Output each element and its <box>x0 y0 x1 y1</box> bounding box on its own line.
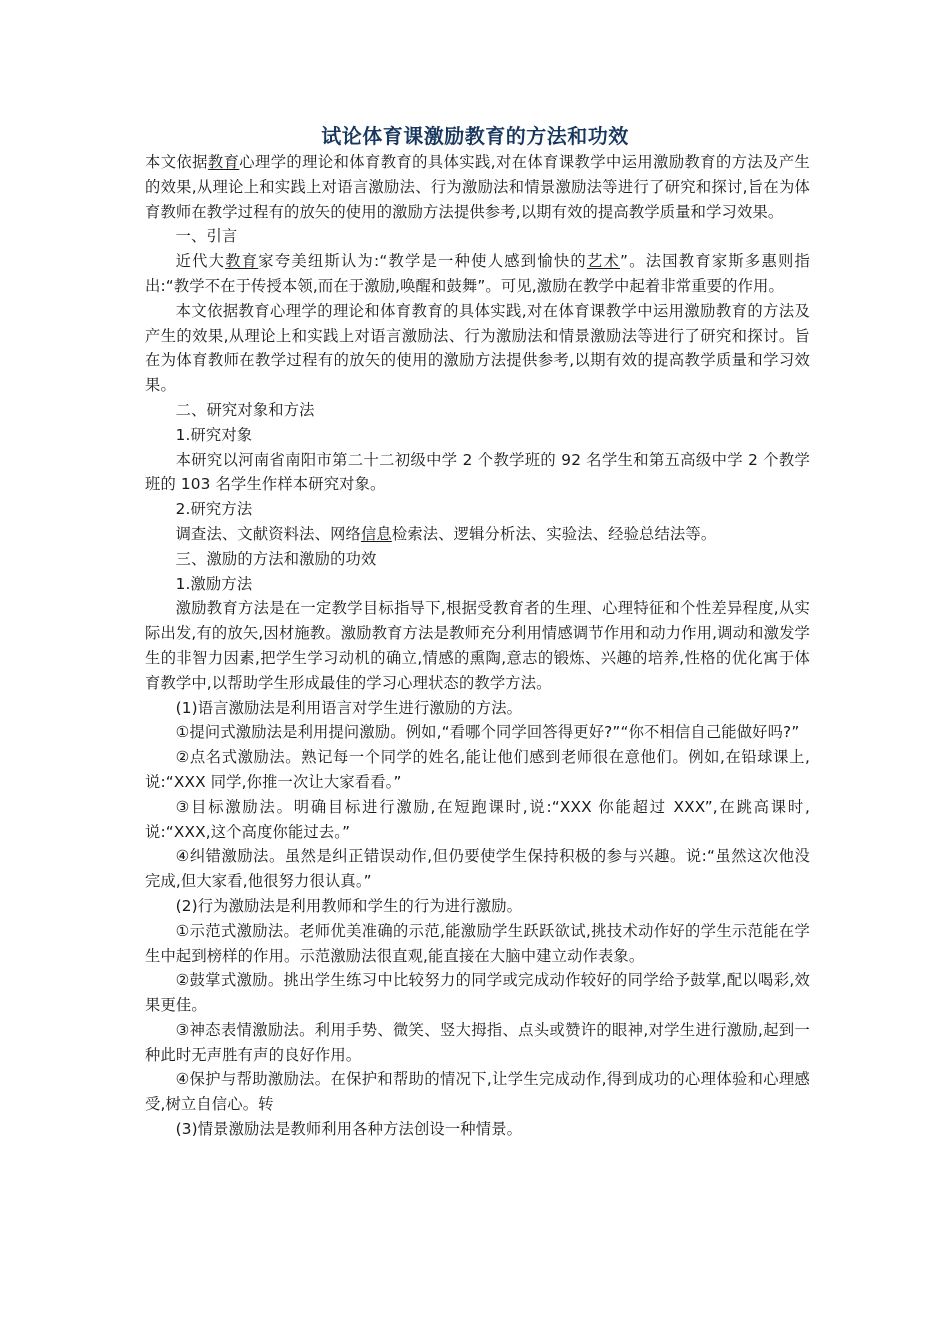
language-incentive-heading: (1)语言激励法是利用语言对学生进行激励的方法。 <box>175 698 523 717</box>
list-item: ④纠错激励法。虽然是纠正错误动作,但仍要使学生保持积极的参与兴趣。说:“虽然这次他没完成,但大家看,他很努力很认真。” <box>145 847 810 891</box>
intro-paragraph-2: 本文依据教育心理学的理论和体育教育的具体实践,对在体育课教学中运用激励教育的方法及产生的效果,从理论上和实践上对语言激励法、行为激励法和情景激励法等进行了研究和探讨。旨在为体育教师在教学过程有的放矢的使用的激励方法提供参考,以期有效的提高教学质量和学习效果。 <box>145 301 810 395</box>
intro-paragraph-1: 近代大教育家夸美纽斯认为:“教学是一种使人感到愉快的艺术”。法国教育家斯多惠则指出:“教学不在于传授本领,而在于激励,唤醒和鼓舞”。可见,激励在教学中起着非常重要的作用。 <box>145 252 810 295</box>
list-item: ②点名式激励法。熟记每一个同学的姓名,能让他们感到老师很在意他们。例如,在铅球课上,说:“XXX 同学,你推一次让大家看看。” <box>145 748 810 791</box>
link-education[interactable]: 教育 <box>207 153 240 171</box>
section-heading-intro: 一、引言 <box>175 227 238 246</box>
behavior-incentive-heading: (2)行为激励法是利用教师和学生的行为进行激励。 <box>175 896 523 915</box>
subheading-incentive-methods: 1.激励方法 <box>175 574 253 593</box>
list-item: ①示范式激励法。老师优美准确的示范,能激励学生跃跃欲试,挑技术动作好的学生示范能在学生中起到榜样的作用。示范激励法很直观,能直接在大脑中建立动作表象。 <box>145 921 810 965</box>
scene-incentive-heading: (3)情景激励法是教师利用各种方法创设一种情景。 <box>175 1120 523 1139</box>
document-title: 试论体育课激励教育的方法和功效 <box>321 124 629 148</box>
research-object-text: 本研究以河南省南阳市第二十二初级中学 2 个教学班的 92 名学生和第五高级中学 2 个教学班的 103 名学生作样本研究对象。 <box>145 450 810 494</box>
link-information[interactable]: 信息 <box>360 524 392 543</box>
section-heading-incentives: 三、激励的方法和激励的功效 <box>175 549 377 568</box>
section-heading-methods: 二、研究对象和方法 <box>175 400 315 419</box>
list-item: ③目标激励法。明确目标进行激励,在短跑课时,说:“XXX 你能超过 XXX”,在跳高课时,说:“XXX,这个高度你能过去。” <box>145 797 810 841</box>
subheading-research-method: 2.研究方法 <box>175 500 253 519</box>
link-education-2[interactable]: 教育 <box>225 252 259 271</box>
document-body <box>145 150 810 1142</box>
research-method-text: 调查法、文献资料法、网络信息检索法、逻辑分析法、实验法、经验总结法等。 <box>175 524 717 543</box>
list-item: ③神态表情激励法。利用手势、微笑、竖大拇指、点头或赞许的眼神,对学生进行激励,起到一种此时无声胜有声的良好作用。 <box>145 1020 810 1064</box>
incentive-intro-paragraph: 激励教育方法是在一定教学目标指导下,根据受教育者的生理、心理特征和个性差异程度,从实际出发,有的放矢,因材施教。激励教育方法是教师充分利用情感调节作用和动力作用,调动和激发学生的非智力因素,把学生学习动机的确立,情感的熏陶,意志的锻炼、兴趣的培养,性格的优化寓于体育教学中,以帮助学生形成最佳的学习心理状态的教学方法。 <box>145 599 810 692</box>
list-item: ④保护与帮助激励法。在保护和帮助的情况下,让学生完成动作,得到成功的心理体验和心理感受,树立自信心。转 <box>145 1070 810 1114</box>
link-art[interactable]: 艺术 <box>586 252 621 271</box>
list-item: ②鼓掌式激励。挑出学生练习中比较努力的同学或完成动作较好的同学给予鼓掌,配以喝彩,效果更佳。 <box>145 971 810 1015</box>
subheading-research-object: 1.研究对象 <box>175 425 253 444</box>
list-item: ①提问式激励法是利用提问激励。例如,“看哪个同学回答得更好?”“你不相信自己能做好吗?” <box>175 723 800 742</box>
abstract-paragraph: 本文依据教育心理学的理论和体育教育的具体实践,对在体育课教学中运用激励教育的方法及产生的效果,从理论上和实践上对语言激励法、行为激励法和情景激励法等进行了研究和探讨,旨在为体育教师在教学过程有的放矢的使用的激励方法提供参考,以期有效的提高教学质量和学习效果。 <box>145 153 810 221</box>
